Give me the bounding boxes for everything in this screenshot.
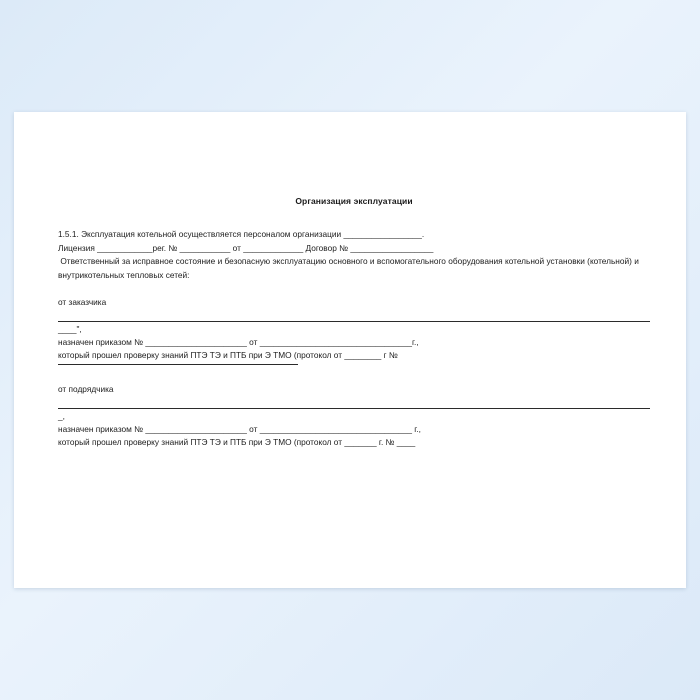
customer-order-line: назначен приказом № ______________________ от _________________________________г., (58, 336, 419, 347)
document-sheet (14, 112, 686, 588)
spacer (58, 396, 650, 405)
section-label-contractor: от подрядчика (58, 384, 114, 395)
spacer (58, 309, 650, 318)
section-label-customer: от заказчика (58, 297, 107, 307)
document-title: Организация эксплуатации (295, 196, 413, 206)
signature-rule-customer (58, 321, 650, 322)
customer-rule-suffix: ____", (58, 324, 82, 334)
spacer (58, 366, 650, 383)
document-body (58, 196, 650, 449)
contractor-rule-suffix: _, (58, 411, 65, 422)
signature-rule-contractor (58, 408, 650, 409)
spacer (58, 282, 650, 296)
paragraph-clause-number: 1.5.1. Эксплуатация котельной осуществляется персоналом организации _________________. (58, 229, 425, 239)
paragraph-responsible: Ответственный за исправное состояние и безопасную эксплуатацию основного и вспомогательного оборудования котельной установки (котельной) и внутрикотельных тепловых сетей: (58, 256, 642, 280)
contractor-protocol-line: который прошел проверку знаний ПТЭ ТЭ и ПТБ при Э ТМО (протокол от _______ г. № ____ (58, 436, 416, 447)
customer-protocol-rule (58, 364, 298, 365)
contractor-order-line: назначен приказом № ______________________ от _________________________________ г., (58, 424, 421, 435)
customer-protocol-line: который прошел проверку знаний ПТЭ ТЭ и ПТБ при Э ТМО (протокол от ________ г № (58, 349, 398, 360)
paragraph-license: Лицензия ____________рег. № ___________ от _____________ Договор № __________________ (58, 242, 434, 253)
